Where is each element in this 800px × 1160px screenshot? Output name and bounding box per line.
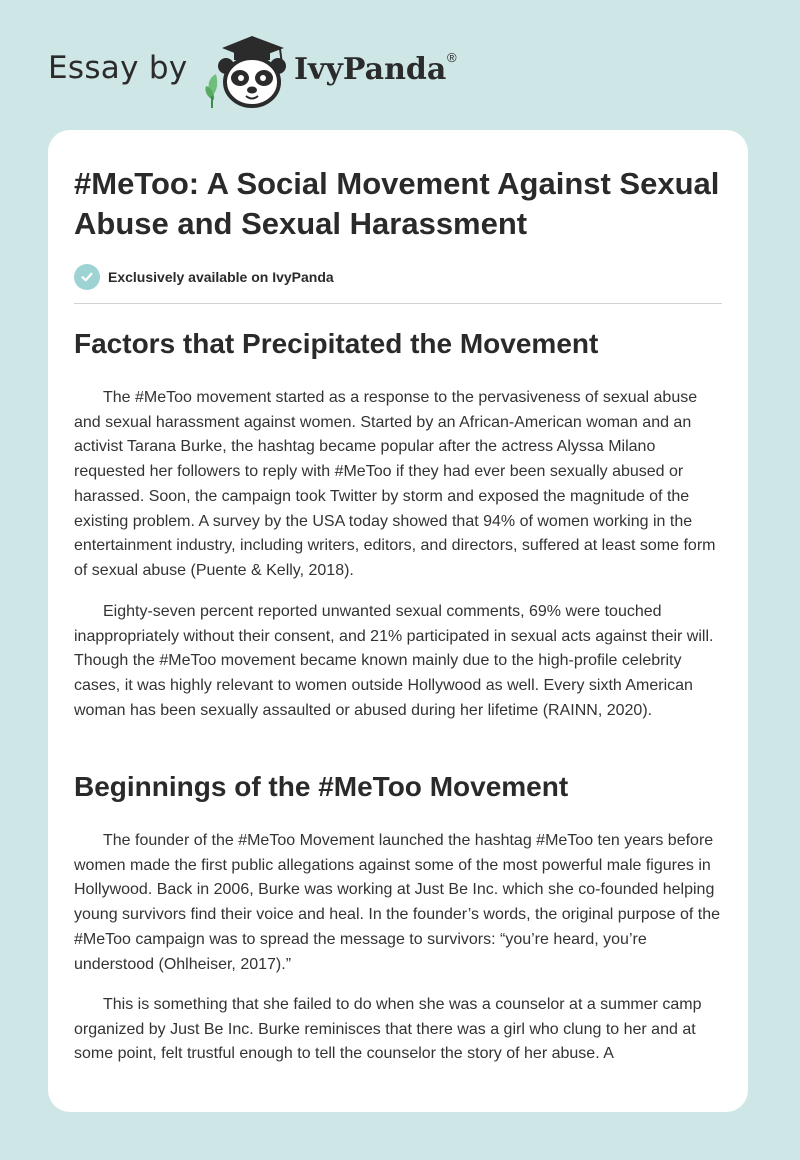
paragraph: This is something that she failed to do when she was a counselor at a summer camp organized by Just Be Inc. Burke reminisces that there was a girl who clung to her and at some point, felt trustful enough to tell the counselor the story of her abuse. A bbox=[74, 996, 702, 1063]
check-icon bbox=[74, 264, 100, 290]
paragraph: Eighty-seven percent reported unwanted sexual comments, 69% were touched inappropriately without their consent, and 21% participated in sexual acts against their will. Though the #MeToo movement became known mainly due to the high-profile celebrity cases, it was highly relevant to women outside Hollywood as well. Every sixth American woman has been sexually assaulted or abused during her lifetime (RAINN, 2020). bbox=[74, 603, 714, 719]
section-heading: Beginnings of the #MeToo Movement bbox=[74, 771, 569, 802]
site-header bbox=[0, 0, 800, 130]
ivy-leaf-icon bbox=[205, 74, 217, 108]
brand-name[interactable]: IvyPanda bbox=[294, 52, 447, 87]
section-heading: Factors that Precipitated the Movement bbox=[74, 328, 599, 359]
paragraph: The founder of the #MeToo Movement launched the hashtag #MeToo ten years before women made the first public allegations against some of the most powerful male figures in Hollywood. Back in 2006, Burke was working at Just Be Inc. which she co-founded helping young survivors find their voice and heal. In the founder’s words, the original purpose of the #MeToo campaign was to spread the message to survivors: “you’re heard, you’re understood (Ohlheiser, 2017).” bbox=[74, 832, 721, 973]
panda-graduate-logo-icon[interactable] bbox=[200, 34, 300, 110]
essay-title: #MeToo: A Social Movement Against Sexual Abuse and Sexual Harassment bbox=[74, 166, 720, 241]
divider bbox=[74, 303, 722, 304]
essay-by-label: Essay by bbox=[48, 50, 188, 86]
essay-card bbox=[48, 130, 748, 1112]
paragraph: The #MeToo movement started as a response to the pervasiveness of sexual abuse and sexual harassment against women. Started by an African-American woman and an activist Tarana Burke, the hashtag became popular after the actress Alyssa Milano requested her followers to reply with #MeToo if they had ever been sexually abused or harassed. Soon, the campaign took Twitter by storm and exposed the magnitude of the existing problem. A survey by the USA today showed that 94% of women working in the entertainment industry, including writers, editors, and directors, suffered at least some form of sexual abuse (Puente & Kelly, 2018). bbox=[74, 389, 716, 579]
registered-mark: ® bbox=[447, 50, 457, 65]
exclusive-badge bbox=[74, 264, 334, 290]
exclusive-label: Exclusively available on IvyPanda bbox=[108, 269, 334, 285]
